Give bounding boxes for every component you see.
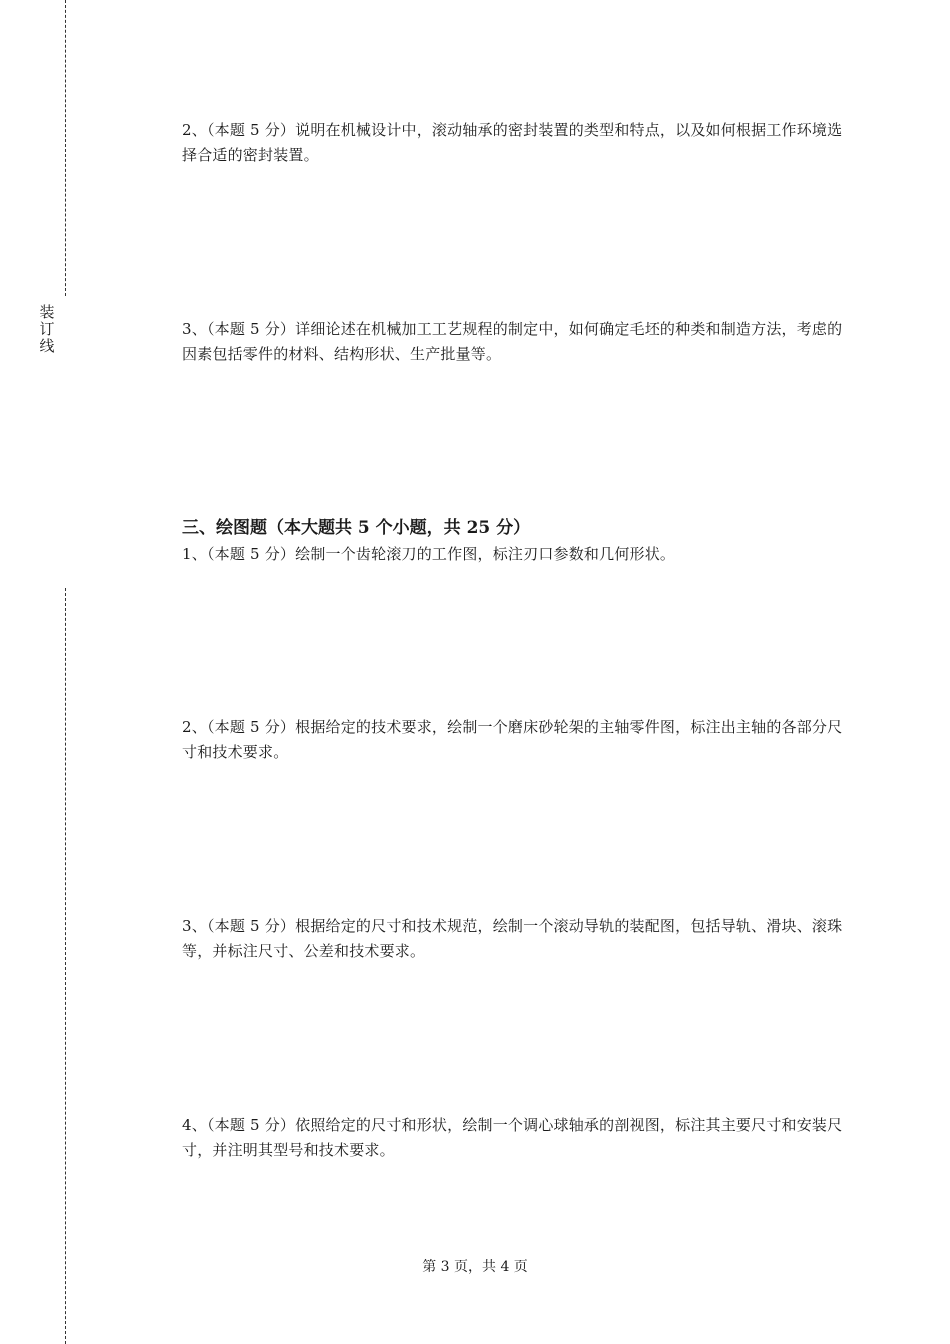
- section-three-title: 三、绘图题（本大题共 5 个小题，共 25 分）: [182, 518, 531, 538]
- question-3-2: 2、（本题 5 分）根据给定的技术要求，绘制一个磨床砂轮架的主轴零件图，标注出主轴的各部分尺寸和技术要求。: [182, 718, 843, 761]
- question-3-4: 4、（本题 5 分）依照给定的尺寸和形状，绘制一个调心球轴承的剖视图，标注其主要尺寸和安装尺寸，并注明其型号和技术要求。: [182, 1116, 843, 1159]
- question-3-1: 1、（本题 5 分）绘制一个齿轮滚刀的工作图，标注刃口参数和几何形状。: [182, 545, 676, 563]
- question-2-2: 2、（本题 5 分）说明在机械设计中，滚动轴承的密封装置的类型和特点，以及如何根据工作环境选择合适的密封装置。: [182, 121, 843, 164]
- binding-label-char: 线: [39, 337, 55, 355]
- binding-line-bottom: [65, 588, 66, 1344]
- binding-label: [38, 304, 56, 355]
- binding-label-char: 装: [39, 303, 55, 321]
- question-2-3: 3、（本题 5 分）详细论述在机械加工工艺规程的制定中，如何确定毛坯的种类和制造方法，考虑的因素包括零件的材料、结构形状、生产批量等。: [182, 320, 843, 363]
- binding-line-top: [65, 0, 66, 296]
- page-number: 第 3 页，共 4 页: [422, 1259, 528, 1275]
- question-3-3: 3、（本题 5 分）根据给定的尺寸和技术规范，绘制一个滚动导轨的装配图，包括导轨、滑块、滚珠等，并标注尺寸、公差和技术要求。: [182, 917, 843, 960]
- binding-label-char: 订: [39, 320, 55, 338]
